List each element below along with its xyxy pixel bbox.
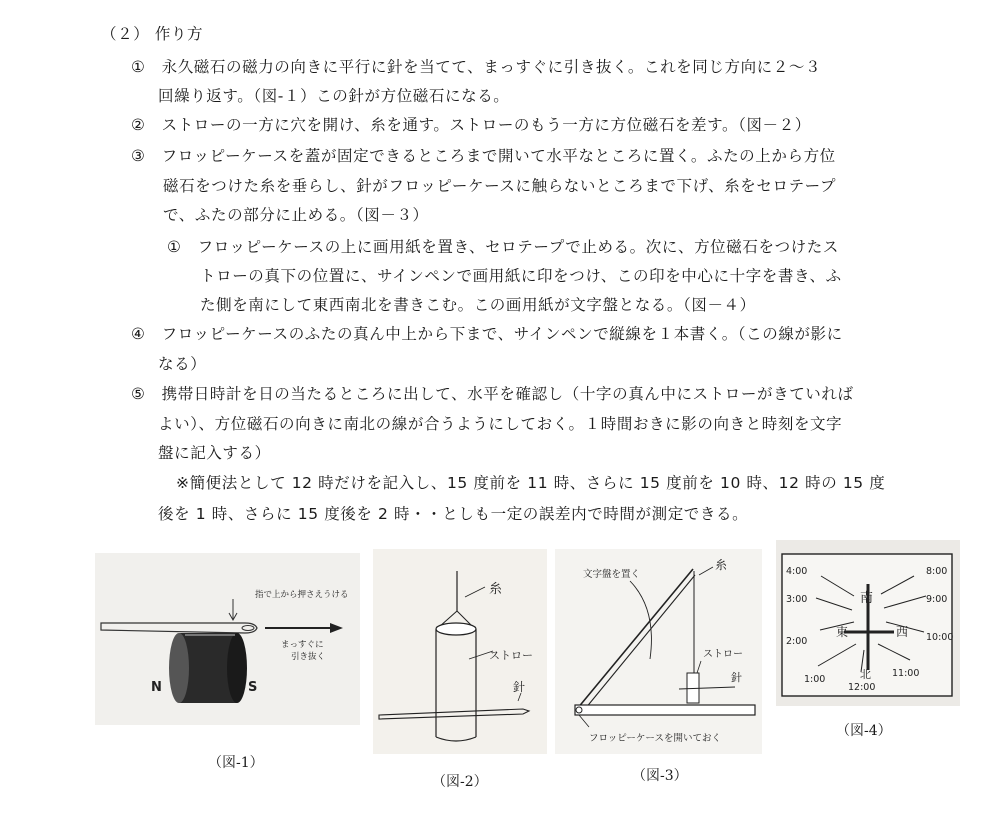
text-line: よい）、方位磁石の向きに南北の線が合うようにしておく。１時間おきに影の向きと時刻を文字	[158, 415, 843, 433]
fig4-hour-4: 4:00	[786, 566, 808, 577]
figure-3-caption: （図-3）	[632, 768, 688, 784]
fig1-pole-s: S	[248, 680, 258, 695]
fig4-hour-11: 11:00	[892, 668, 920, 679]
figure-2-illustration	[373, 549, 547, 754]
fig4-hour-9: 9:00	[926, 594, 948, 605]
figure-4-illustration	[776, 540, 960, 706]
fig3-thread-label: 糸	[715, 558, 728, 572]
fig4-hour-1: 1:00	[804, 674, 826, 685]
fig3-dial-label: 文字盤を置く	[583, 569, 641, 580]
fig1-pole-n: N	[151, 680, 162, 695]
fig4-east: 東	[836, 625, 849, 639]
text-line: ② ストローの一方に穴を開け、糸を通す。ストローのもう一方に方位磁石を差す。（図－２）	[131, 116, 811, 134]
fig3-straw-label: ストロー	[703, 649, 743, 660]
text-line: 後を 1 時、さらに 15 度後を 2 時・・としも一定の誤差内で時間が測定できる。	[158, 505, 749, 523]
figure-3-illustration	[555, 549, 762, 754]
fig3-needle-label: 針	[731, 671, 742, 684]
text-line: トローの真下の位置に、サインペンで画用紙に印をつけ、この印を中心に十字を書き、ふ	[200, 267, 842, 285]
fig1-top-label: 指で上から押さえうける	[255, 590, 349, 600]
fig4-hour-2: 2:00	[786, 636, 808, 647]
fig1-arrow-label-2: 引き抜く	[291, 652, 326, 662]
figure-4	[776, 540, 960, 706]
fig4-hour-3: 3:00	[786, 594, 808, 605]
text-line: で、ふたの部分に止める。（図－３）	[163, 206, 429, 224]
figure-1-illustration	[95, 553, 360, 725]
fig2-thread-label: 糸	[489, 582, 503, 597]
fig4-hour-12: 12:00	[848, 682, 876, 693]
text-line: 磁石をつけた糸を垂らし、針がフロッピーケースに触らないところまで下げ、糸をセロテープ	[163, 177, 837, 195]
fig4-hour-10: 10:00	[926, 632, 954, 643]
text-line: ④ フロッピーケースのふたの真ん中上から下まで、サインペンで縦線を１本書く。（この線が影に	[131, 325, 843, 343]
text-line: ① 永久磁石の磁力の向きに平行に針を当てて、まっすぐに引き抜く。これを同じ方向に２～３	[131, 58, 822, 76]
text-line: た側を南にして東西南北を書きこむ。この画用紙が文字盤となる。（図－４）	[200, 296, 756, 314]
text-line: ③ フロッピーケースを蓋が固定できるところまで開いて水平なところに置く。ふたの上から方位	[131, 147, 836, 165]
page-heading: （２） 作り方	[101, 25, 204, 43]
fig2-straw-label: ストロー	[489, 649, 533, 662]
figure-1-caption: （図-1）	[208, 755, 264, 771]
fig4-north: 北	[860, 668, 871, 681]
fig4-south: 南	[860, 591, 874, 606]
figure-4-caption: （図-4）	[836, 723, 892, 739]
text-line: 回繰り返す。（図-１）この針が方位磁石になる。	[158, 87, 510, 105]
fig4-hour-8: 8:00	[926, 566, 948, 577]
fig1-arrow-label-1: まっすぐに	[281, 640, 324, 650]
figure-2-caption: （図-2）	[432, 774, 488, 790]
figure-2	[373, 549, 547, 754]
fig2-needle-label: 針	[513, 680, 526, 694]
fig3-bottom-label: フロッピーケースを開いておく	[589, 733, 721, 744]
text-line: なる）	[158, 355, 207, 373]
fig4-west: 西	[896, 625, 909, 639]
text-line: 盤に記入する）	[158, 444, 271, 462]
text-line: ① フロッピーケースの上に画用紙を置き、セロテープで止める。次に、方位磁石をつけたス	[167, 238, 839, 256]
text-line: ⑤ 携帯日時計を日の当たるところに出して、水平を確認し（十字の真ん中にストローがきていれば	[131, 385, 854, 403]
figure-1	[95, 553, 360, 725]
figure-3	[555, 549, 762, 754]
text-line: ※簡便法として 12 時だけを記入し、15 度前を 11 時、さらに 15 度前を 10 時、12 時の 15 度	[176, 474, 886, 492]
